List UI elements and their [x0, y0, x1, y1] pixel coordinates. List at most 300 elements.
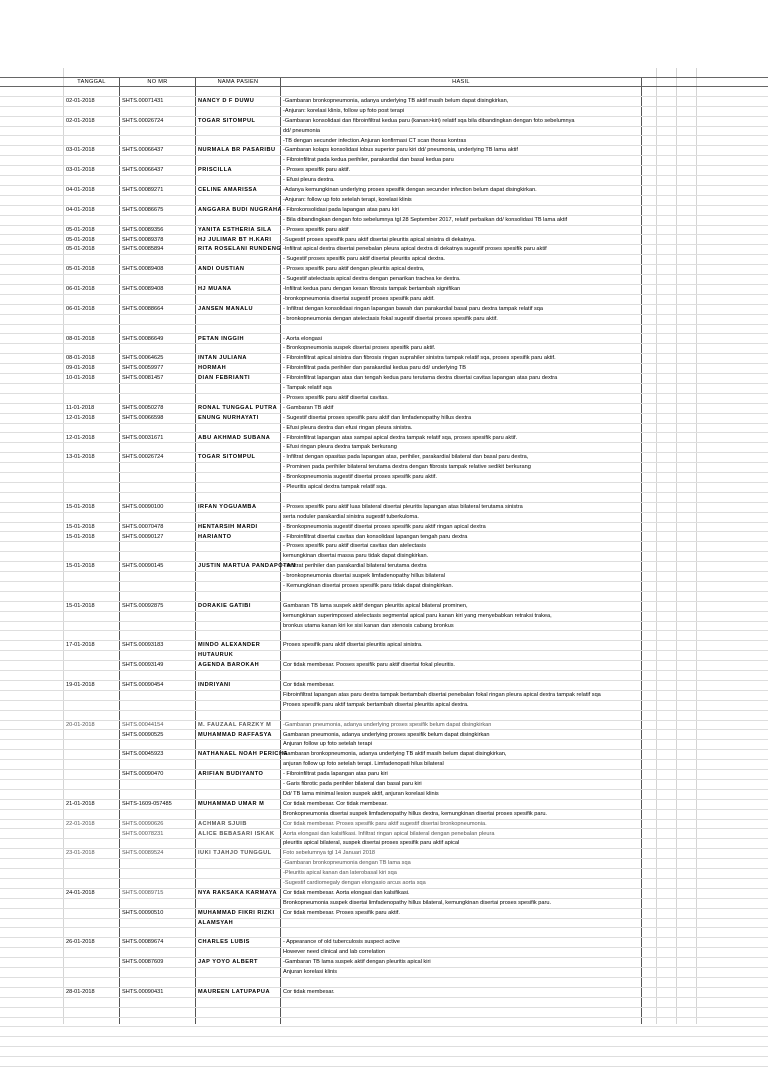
cell-result: - Tampak relatif sqa: [283, 385, 332, 391]
cell-result: -Adanya kemungkinan underlying proses spesifik dengan secunder infection belum dapat disingkirkan.: [283, 187, 537, 193]
cell-mr: [120, 998, 195, 1008]
cell-name: ALICE BEBASARI ISKAK: [198, 830, 275, 837]
cell-result: - Fibroinfiltrat pada lapangan atas paru kiri: [283, 771, 388, 778]
cell-date: [64, 919, 119, 929]
cell-name: JANSEN MANALU: [198, 305, 253, 312]
cell-mr: SHTS.00089674: [122, 939, 164, 946]
cell-name: [196, 978, 280, 988]
cell-date: 12-01-2018: [66, 414, 95, 421]
cell-mr: [120, 632, 195, 642]
cell-result: -Pleuritis apical kanan dan laterobasal kiri sqa: [283, 870, 397, 877]
table-row: [0, 552, 768, 562]
table-row: [0, 790, 768, 800]
cell-name: [196, 790, 280, 800]
cell-result: - bronkopneumonia dengan atelectasis fokal sugestif disertai proses spesifik paru aktif.: [283, 315, 498, 322]
cell-result: - Fibroinfiltrat lapangan atas sampai apical dextra tampak relatif sqa, proses spesifik paru aktif.: [283, 434, 518, 441]
cell-date: 05-01-2018: [66, 266, 95, 273]
cell-result: - Fibroinfiltrat apical sinistra dan fibrosis ringan suprahiler sinistra tampak relatif sqa, proses spesifik paru aktif.: [283, 355, 556, 362]
table-row: [0, 394, 768, 404]
cell-date: 05-01-2018: [66, 226, 95, 233]
table-row: [0, 671, 768, 681]
cell-name: ACHMAR SJUIB: [198, 820, 247, 827]
table-row: [0, 988, 768, 998]
cell-name: IRFAN YOGUAMBA: [198, 503, 257, 510]
table-row: [0, 226, 768, 236]
table-row: [0, 651, 768, 661]
cell-date: [64, 1028, 119, 1038]
cell-name: [196, 780, 280, 790]
cell-result: Anjuran follow up foto setelah terapi: [283, 741, 372, 748]
cell-date: 05-01-2018: [66, 246, 95, 253]
cell-mr: SHTS.00089524: [122, 850, 164, 857]
table-row: [0, 245, 768, 255]
cell-date: 04-01-2018: [66, 187, 95, 193]
table-row: [0, 562, 768, 572]
cell-mr: [120, 443, 195, 453]
cell-result: - Efusi pleura dextra.: [283, 177, 335, 184]
cell-name: [196, 513, 280, 523]
table-row: [0, 206, 768, 216]
table-row: [0, 137, 768, 147]
cell-mr: [120, 899, 195, 909]
cell-result: -Gambaran bronkopneumonia dengan TB lama sqa: [283, 860, 411, 867]
cell-name: JAP YOYO ALBERT: [198, 959, 258, 966]
cell-name: JUSTIN MARTUA PANDAPOTAN: [198, 563, 296, 570]
table-row: [0, 216, 768, 226]
table-row: [0, 354, 768, 364]
cell-mr: [120, 740, 195, 750]
cell-date: 22-01-2018: [66, 820, 95, 827]
cell-result: -Gambaran TB lama suspek aktif dengan pleuritis apical kiri: [283, 959, 431, 966]
cell-date: [64, 473, 119, 483]
table-row: [0, 899, 768, 909]
cell-result: - Efusi ringan pleura dextra tampak berkurang: [283, 444, 397, 451]
cell-mr: [120, 107, 195, 117]
table-row: [0, 374, 768, 384]
cell-date: 26-01-2018: [66, 939, 95, 946]
cell-name: [196, 1037, 280, 1047]
cell-date: [64, 859, 119, 869]
table-row: [0, 97, 768, 107]
cell-mr: [120, 552, 195, 562]
table-row: [0, 612, 768, 622]
cell-date: [64, 978, 119, 988]
table-row: [0, 166, 768, 176]
cell-name: [196, 137, 280, 147]
cell-name: [196, 107, 280, 117]
cell-result: [281, 929, 641, 939]
table-row: [0, 780, 768, 790]
cell-name: [196, 691, 280, 701]
table-row: [0, 572, 768, 582]
cell-name: [196, 156, 280, 166]
cell-name: RONAL TUNGGAL PUTRA: [198, 404, 278, 411]
cell-result: - Infiltrat dengan opasitas pada lapangan atas, perihiler, parakardial bilateral dan basal paru dextra,: [283, 454, 529, 461]
cell-mr: SHTS.00090127: [122, 533, 164, 540]
cell-date: [64, 760, 119, 770]
cell-result: Aorta elongasi dan kalsifikasi. Infiltrat ringan apical bilateral dengan penebalan pleura: [283, 830, 495, 837]
cell-name: [196, 869, 280, 879]
table-row: [0, 285, 768, 295]
cell-name: [196, 1028, 280, 1038]
cell-mr: [120, 1008, 195, 1018]
cell-name: [196, 632, 280, 642]
cell-mr: [120, 968, 195, 978]
cell-name: [196, 196, 280, 206]
cell-result: Bronkopneumonia disertai suspek limfadenopathy hillus dextra, kemungkinan disertai proses spesifik paru.: [283, 810, 547, 817]
cell-result: kemungkinan disertai massa paru tidak dapat disingkirkan.: [283, 553, 429, 560]
cell-result: - Proses spesifik paru aktif: [283, 226, 349, 233]
cell-result: - Proses spesifik paru aktif disertai cavitas dan atelectasis: [283, 543, 427, 550]
cell-name: NYA RAKSAKA KARMAYA: [198, 889, 278, 896]
cell-date: [64, 255, 119, 265]
cell-name: ANDI OUSTIAN: [198, 266, 245, 273]
cell-name: [196, 552, 280, 562]
cell-date: [64, 216, 119, 226]
table-row: [0, 632, 768, 642]
cell-mr: SHTS.00089356: [122, 226, 164, 233]
cell-result: Cor tidak membesar. Proses spesifik paru aktif sugestif disertai bronkopneumonia.: [283, 820, 487, 827]
table-row: [0, 434, 768, 444]
cell-mr: SHTS.00092875: [122, 602, 164, 609]
cell-mr: SHTS.00090454: [122, 682, 164, 688]
cell-name: HJ MUANA: [198, 286, 232, 292]
cell-result: - Aorta elongasi: [283, 335, 322, 342]
cell-name: [196, 315, 280, 325]
cell-date: [64, 770, 119, 780]
cell-mr: SHTS.00089378: [122, 236, 164, 243]
cell-result: [281, 978, 641, 988]
cell-date: [64, 463, 119, 473]
table-row: [0, 265, 768, 275]
cell-name: AGENDA BAROKAH: [198, 662, 260, 669]
table-row: [0, 1057, 768, 1067]
cell-mr: [120, 344, 195, 354]
cell-date: [64, 790, 119, 800]
cell-name: HARIANTO: [198, 533, 232, 540]
cell-result: - Prominen pada perihiler bilateral terutama dextra dengan fibrosis tampak relative sedikit berkurang: [283, 464, 531, 471]
cell-result: - Bronkopneumonia sugestif disertai proses spesifik paru aktif ringan apical dextra: [283, 523, 486, 530]
cell-name: [196, 344, 280, 354]
cell-mr: SHTS.00088664: [122, 305, 164, 312]
cell-name: [196, 542, 280, 552]
cell-name: NATHANAEL NOAH PERICHA: [198, 751, 289, 758]
cell-date: 09-01-2018: [66, 365, 95, 372]
cell-name: ABU AKHMAD SUBANA: [198, 434, 271, 441]
cell-date: [64, 384, 119, 394]
table-row: [0, 117, 768, 127]
cell-mr: [120, 255, 195, 265]
cell-mr: [120, 394, 195, 404]
cell-name: [196, 1047, 280, 1057]
cell-date: [64, 691, 119, 701]
cell-name: [196, 839, 280, 849]
cell-name: [196, 948, 280, 958]
cell-date: [64, 711, 119, 721]
cell-name: NURMALA BR PASARIBU: [198, 147, 276, 154]
cell-result: -Anjuran: korelasi klinis, follow up foto post terapi: [283, 107, 405, 114]
table-row: [0, 592, 768, 602]
cell-mr: [120, 196, 195, 206]
cell-result: Gambaran bronkopneumonia, adanya underlying TB aktif masih belum dapat disingkirkan,: [283, 751, 507, 758]
table-row: [0, 958, 768, 968]
header-name: NAMA PASIEN: [217, 79, 259, 85]
cell-result: -Infiltrat apical dextra disertai penebalan pleura apical dextra di dekatnya sugestif proses spesifik paru aktif: [283, 246, 547, 253]
cell-result: -Anjuran: follow up foto setelah terapi, korelasi klinis: [283, 196, 412, 203]
cell-result: Proses spesifik paru aktif tampak bertambah disertai pleuritis apical dextra.: [283, 701, 469, 708]
cell-date: 04-01-2018: [66, 206, 95, 213]
table-row: [0, 582, 768, 592]
cell-name: HUTAURUK: [198, 652, 234, 659]
cell-result: [281, 325, 641, 335]
cell-name: [196, 493, 280, 503]
cell-date: [64, 572, 119, 582]
cell-result: serta noduler parakardial sinistra sugestif tuberkuloma.: [283, 513, 419, 520]
table-row: [0, 384, 768, 394]
cell-name: [196, 394, 280, 404]
cell-date: [64, 513, 119, 523]
cell-result: [281, 1037, 641, 1047]
cell-result: [281, 493, 641, 503]
table-row: [0, 1047, 768, 1057]
cell-name: [196, 572, 280, 582]
cell-date: [64, 542, 119, 552]
cell-date: [64, 968, 119, 978]
cell-result: - Efusi pleura dextra dan efusi ringan pleura sinistra.: [283, 424, 413, 431]
cell-result: [281, 711, 641, 721]
cell-result: - Proses spesifik paru aktif luas bilateral disertai pleuritis lapangan atas bilateral terutama sinistra: [283, 503, 523, 510]
table-row: [0, 305, 768, 315]
cell-result: [281, 1057, 641, 1067]
cell-mr: SHTS.00090626: [122, 820, 164, 827]
cell-date: [64, 612, 119, 622]
cell-name: [196, 255, 280, 265]
cell-name: MUHAMMAD RAFFASYA: [198, 731, 272, 738]
cell-result: - Bila dibandingkan dengan foto sebelumnya tgl 28 September 2017, relatif perbaikan dd/ konsolidasi TB lama aktif: [283, 216, 568, 223]
table-row: [0, 760, 768, 770]
cell-name: TOGAR SITOMPUL: [198, 454, 256, 461]
cell-result: Cor tidak membesar.: [283, 988, 335, 995]
cell-result: However need clinical and lab correlation: [283, 949, 385, 956]
cell-name: PRISCILLA: [198, 167, 233, 174]
cell-date: 20-01-2018: [66, 721, 95, 728]
cell-mr: SHTS.00026724: [122, 454, 164, 461]
cell-mr: SHTS.00087609: [122, 959, 164, 966]
table-row: [0, 335, 768, 345]
cell-name: CHARLES LUBIS: [198, 939, 250, 946]
cell-result: -Sugestif proses spesifik paru aktif disertai pleuritis apical sinistra di dekatnya.: [283, 236, 476, 243]
cell-name: [196, 929, 280, 939]
cell-date: [64, 830, 119, 840]
cell-mr: SHTS.00066437: [122, 147, 164, 154]
table-row: [0, 800, 768, 810]
cell-result: [281, 87, 641, 97]
table-row: [0, 820, 768, 830]
table-row: [0, 889, 768, 899]
cell-mr: SHTS.00064625: [122, 355, 164, 362]
cell-result: - Garis fibrotic pada perihiler bilateral dan basal paru kiri: [283, 781, 422, 787]
cell-date: [64, 424, 119, 434]
cell-name: [196, 176, 280, 186]
cell-name: [196, 810, 280, 820]
cell-date: [64, 780, 119, 790]
cell-result: - Infiltrat perihiler dan parakardial bilateral terutama dextra: [283, 563, 427, 570]
cell-date: 24-01-2018: [66, 889, 95, 896]
cell-date: [64, 899, 119, 909]
table-row: [0, 641, 768, 651]
cell-mr: [120, 780, 195, 790]
cell-result: [281, 592, 641, 602]
table-row: [0, 1037, 768, 1047]
cell-mr: [120, 592, 195, 602]
table-row: [0, 721, 768, 731]
cell-name: [196, 1057, 280, 1067]
cell-name: ANGGARA BUDI NUGRAHA: [198, 206, 283, 213]
cell-date: 12-01-2018: [66, 434, 95, 441]
cell-mr: SHTS.00090525: [122, 731, 164, 738]
cell-mr: SHTS.00086675: [122, 206, 164, 213]
cell-mr: [120, 137, 195, 147]
cell-name: RITA ROSELANI RUNDENG: [198, 246, 282, 253]
cell-mr: SHTS.00044154: [122, 721, 164, 728]
cell-mr: [120, 572, 195, 582]
cell-mr: [120, 493, 195, 503]
cell-mr: [120, 315, 195, 325]
table-row: [0, 146, 768, 156]
table-row: [0, 919, 768, 929]
cell-name: DORAKIE GATIBI: [198, 602, 251, 609]
cell-result: Cor tidak membesar.: [283, 682, 335, 688]
cell-date: 10-01-2018: [66, 375, 95, 382]
cell-name: [196, 325, 280, 335]
table-row: [0, 839, 768, 849]
cell-date: [64, 137, 119, 147]
cell-name: [196, 295, 280, 305]
cell-name: INDRIYANI: [198, 682, 231, 688]
table-row: [0, 186, 768, 196]
cell-date: 28-01-2018: [66, 988, 95, 995]
table-header: [0, 77, 768, 87]
cell-date: [64, 1008, 119, 1018]
cell-mr: [120, 1047, 195, 1057]
cell-name: [196, 711, 280, 721]
cell-result: dd/ pneumonia: [283, 127, 321, 134]
cell-mr: SHTS.00089715: [122, 889, 164, 896]
cell-date: [64, 295, 119, 305]
cell-name: [196, 622, 280, 632]
table-row: [0, 1008, 768, 1018]
table-row: [0, 731, 768, 741]
cell-result: [281, 1028, 641, 1038]
cell-date: 23-01-2018: [66, 850, 95, 857]
cell-mr: [120, 948, 195, 958]
cell-name: PETAN INGGIH: [198, 335, 244, 342]
cell-result: pleuritis apical bilateral, suspek disertai proses spesifik paru aktif apical: [283, 840, 460, 847]
cell-result: - Infiltrat dengan konsolidasi ringan lapangan bawah dan parakardial basal paru dextra tampak relatif sqa: [283, 305, 543, 312]
cell-name: ALAMSYAH: [198, 919, 234, 926]
cell-name: [196, 275, 280, 285]
table-row: [0, 968, 768, 978]
cell-name: HENTARSIH MARDI: [198, 523, 258, 530]
cell-mr: [120, 483, 195, 493]
cell-mr: [120, 671, 195, 681]
cell-date: [64, 552, 119, 562]
cell-name: [196, 1008, 280, 1018]
table-row: [0, 344, 768, 354]
cell-mr: [120, 760, 195, 770]
cell-date: [64, 1037, 119, 1047]
table-row: [0, 107, 768, 117]
cell-result: - Kemungkinan disertai proses spesifik paru tidak dapat disingkirkan.: [283, 583, 454, 589]
table-row: [0, 414, 768, 424]
cell-date: [64, 671, 119, 681]
cell-result: -Gambaran pneumonia, adanya underlying proses spesifik belum dapat disingkirkan: [283, 721, 492, 728]
cell-result: -TB dengan secunder infection.Anjuran konfirmasi CT scan thorax kontras: [283, 137, 467, 144]
cell-mr: [120, 919, 195, 929]
cell-name: YANITA ESTHERIA SILA: [198, 226, 272, 233]
cell-result: [281, 1008, 641, 1018]
cell-date: [64, 483, 119, 493]
table-row: [0, 473, 768, 483]
cell-date: 03-01-2018: [66, 167, 95, 174]
cell-mr: [120, 978, 195, 988]
cell-date: 02-01-2018: [66, 117, 95, 124]
cell-date: 06-01-2018: [66, 305, 95, 312]
table-row: [0, 453, 768, 463]
table-row: [0, 364, 768, 374]
cell-name: TOGAR SITOMPUL: [198, 117, 256, 124]
cell-result: - Fibrokonsolidasi pada lapangan atas paru kiri: [283, 206, 399, 213]
cell-result: - Fibroinfiltrat disertai cavitas dan konsolidasi lapangan tengah paru dextra: [283, 533, 468, 540]
cell-name: [196, 879, 280, 889]
cell-result: Gambaran TB lama suspek aktif dengan pleuritis apical bilateral prominen,: [283, 602, 468, 609]
cell-mr: [120, 790, 195, 800]
cell-mr: SHTS.00059977: [122, 365, 164, 372]
cell-date: [64, 740, 119, 750]
cell-result: kemungkinan superimposed atelectasis segmental apical paru kanan kiri yang menyebabkan retraksi trakea,: [283, 612, 552, 619]
cell-name: NANCY D F DUWU: [198, 97, 255, 104]
cell-date: [64, 107, 119, 117]
cell-date: [64, 1018, 119, 1028]
cell-result: Anjuran korelasi klinis: [283, 969, 338, 976]
table-row: [0, 701, 768, 711]
table-row: [0, 849, 768, 859]
cell-date: [64, 701, 119, 711]
cell-mr: SHTS.00031671: [122, 434, 164, 441]
cell-mr: SHTS.00070478: [122, 523, 164, 530]
cell-result: - Sugestif atelectasis apical dextra dengan penarikan trachea ke dextra.: [283, 276, 461, 283]
cell-result: -bronkopneumonia disertai sugestif proses spesifik paru aktif.: [283, 295, 435, 302]
cell-date: [64, 1047, 119, 1057]
table-row: [0, 503, 768, 513]
header-date: TANGGAL: [77, 79, 106, 85]
cell-result: -Infiltrat kedua paru dengan kesan fibrosis tampak bertambah signifikan: [283, 286, 461, 292]
cell-mr: [120, 325, 195, 335]
cell-date: [64, 87, 119, 97]
table-row: [0, 691, 768, 701]
cell-name: INTAN JULIANA: [198, 355, 247, 362]
cell-mr: [120, 424, 195, 434]
cell-result: anjuran follow up foto setelah terapi. Limfadenopati hilus bilateral: [283, 761, 444, 768]
cell-mr: SHTS.00090510: [122, 909, 164, 916]
cell-mr: [120, 275, 195, 285]
cell-date: 13-01-2018: [66, 454, 95, 461]
cell-result: - Pleuritis apical dextra tampak relatif sqa.: [283, 484, 387, 490]
cell-mr: SHTS.00086649: [122, 335, 164, 342]
cell-name: [196, 760, 280, 770]
cell-date: 11-01-2018: [66, 404, 95, 411]
cell-mr: [120, 87, 195, 97]
